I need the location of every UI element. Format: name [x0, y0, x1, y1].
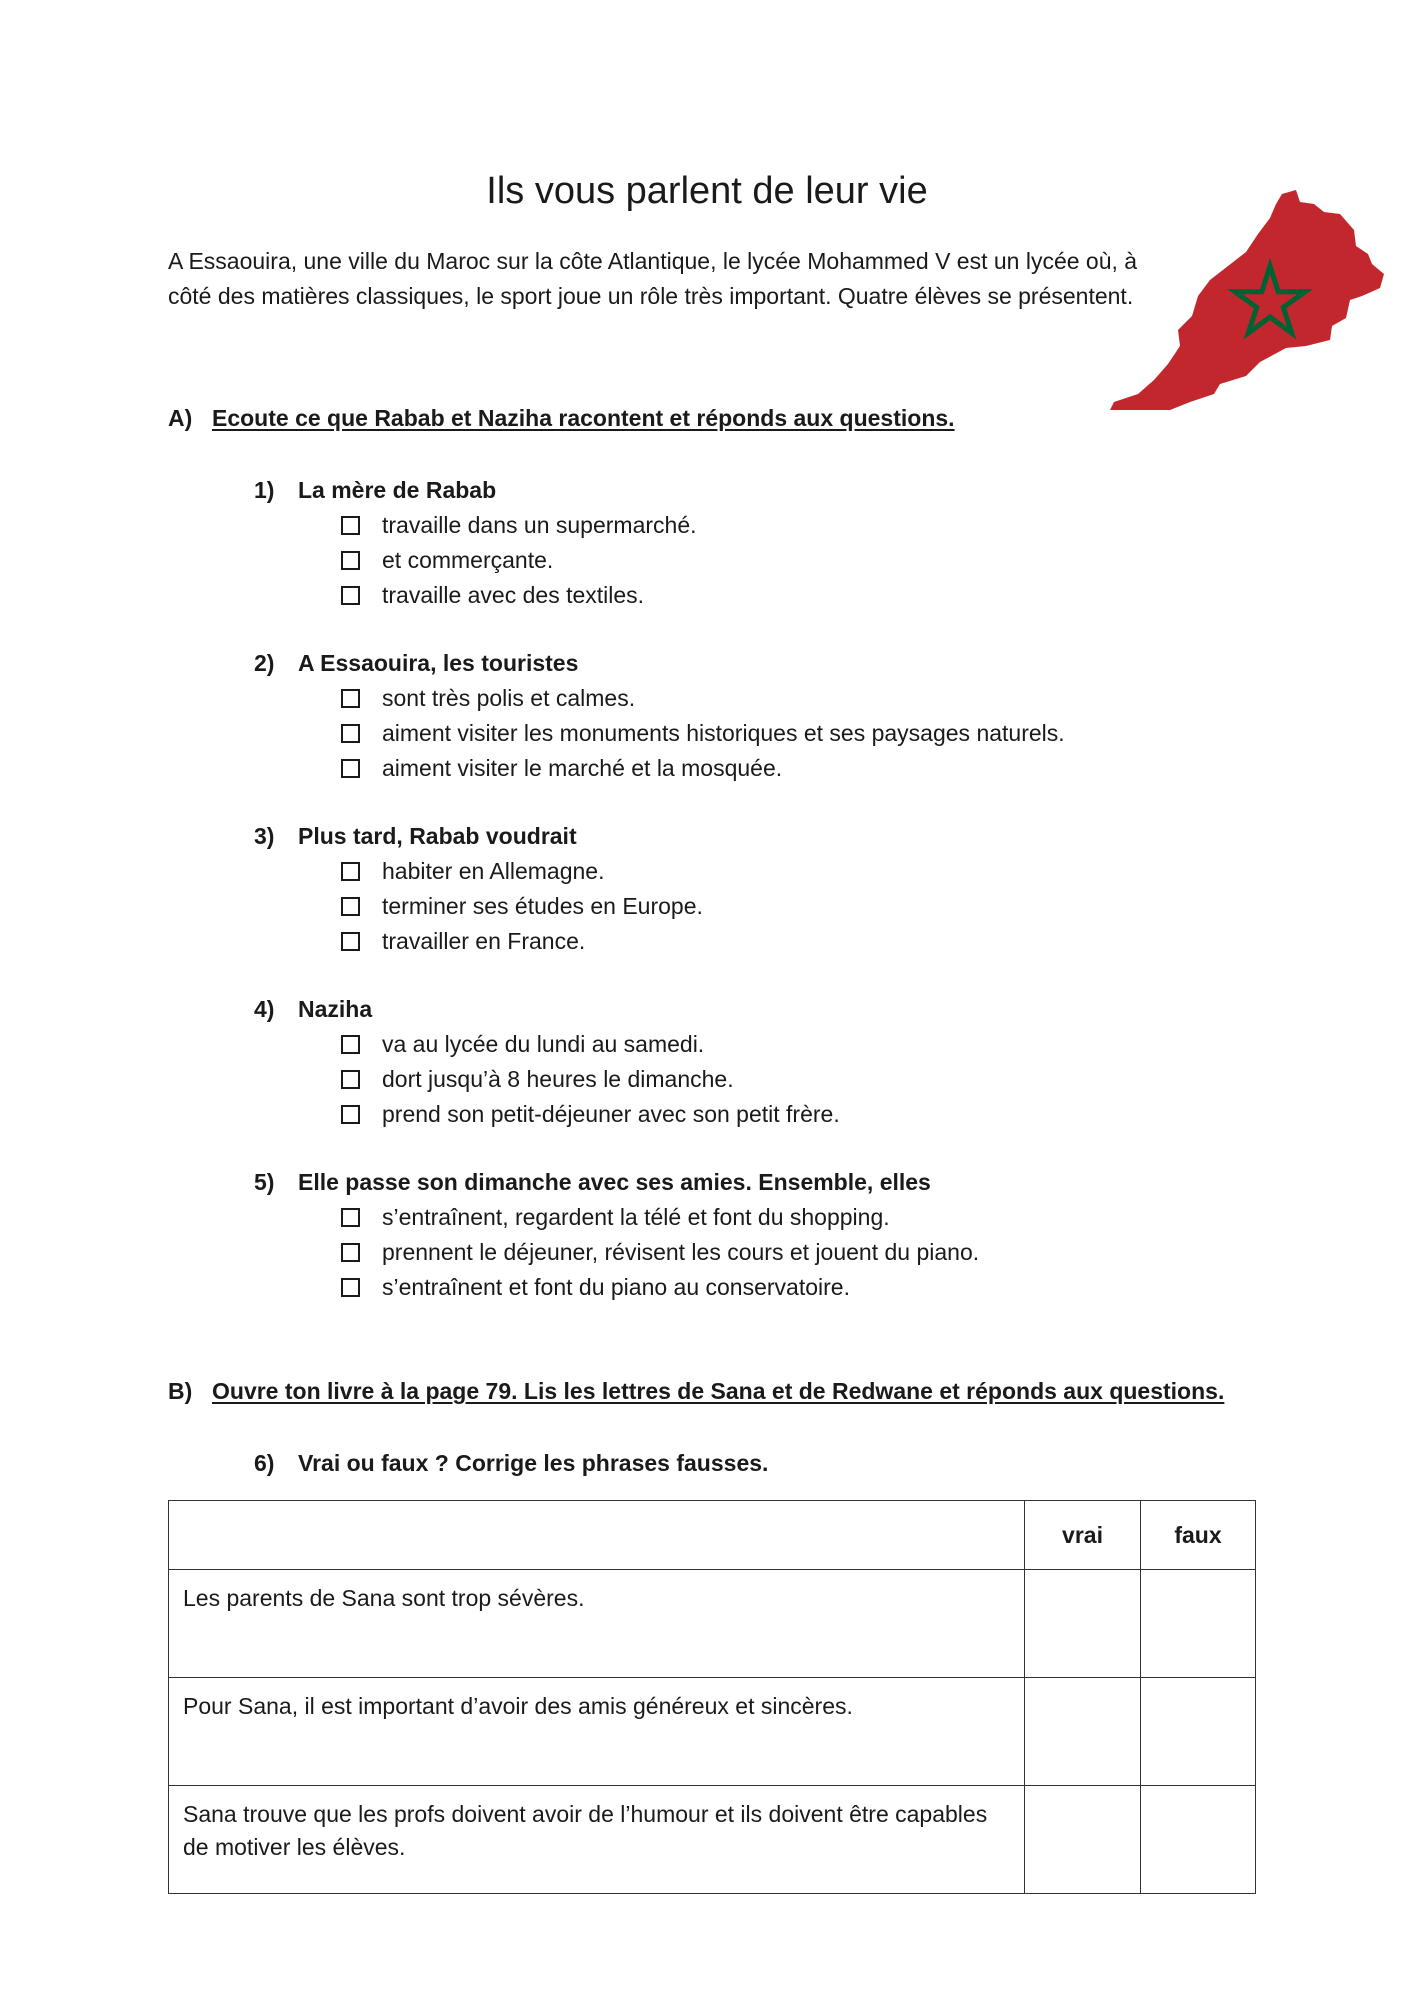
checkbox[interactable] — [341, 516, 360, 535]
question-6 — [254, 1446, 768, 1481]
true-false-table — [168, 1500, 1256, 1894]
checkbox[interactable] — [341, 724, 360, 743]
option-item — [341, 716, 1065, 751]
option-label: travaille dans un supermarché. — [382, 512, 697, 538]
checkbox[interactable] — [341, 759, 360, 778]
option-item — [341, 751, 1065, 786]
option-label: travailler en France. — [382, 928, 586, 954]
option-label: dort jusqu’à 8 heures le dimanche. — [382, 1066, 734, 1092]
checkbox[interactable] — [341, 1243, 360, 1262]
question-title: Naziha — [298, 996, 373, 1022]
question-title: A Essaouira, les touristes — [298, 650, 579, 676]
option-item — [341, 681, 1065, 716]
option-item — [341, 1270, 979, 1305]
options-list — [254, 681, 1065, 786]
option-label: s’entraînent et font du piano au conservatoire. — [382, 1274, 850, 1300]
vrai-header: vrai — [1025, 1501, 1141, 1570]
table-row — [169, 1570, 1256, 1678]
statement-cell: Les parents de Sana sont trop sévères. — [169, 1570, 1025, 1678]
checkbox[interactable] — [341, 689, 360, 708]
table-header-row — [169, 1501, 1256, 1570]
section-a-letter: A) — [168, 405, 193, 431]
question-number: 4) — [254, 996, 275, 1022]
options-list — [254, 854, 703, 959]
option-item — [341, 578, 697, 613]
option-item — [341, 1097, 840, 1132]
table-row — [169, 1678, 1256, 1786]
option-item — [341, 543, 697, 578]
option-item — [341, 1235, 979, 1270]
option-item — [341, 1200, 979, 1235]
option-label: aiment visiter le marché et la mosquée. — [382, 755, 783, 781]
checkbox[interactable] — [341, 1105, 360, 1124]
question-1 — [254, 473, 697, 613]
checkbox[interactable] — [341, 586, 360, 605]
question-3 — [254, 819, 703, 959]
options-list — [254, 508, 697, 613]
faux-cell[interactable] — [1141, 1570, 1256, 1678]
question-4 — [254, 992, 840, 1132]
option-item — [341, 924, 703, 959]
option-label: habiter en Allemagne. — [382, 858, 605, 884]
question-title: Vrai ou faux ? Corrige les phrases fausses. — [298, 1450, 769, 1476]
checkbox[interactable] — [341, 897, 360, 916]
section-b-heading — [168, 1378, 1224, 1405]
vrai-cell[interactable] — [1025, 1786, 1141, 1894]
question-title: Elle passe son dimanche avec ses amies. Ensemble, elles — [298, 1169, 931, 1195]
option-label: prennent le déjeuner, révisent les cours et jouent du piano. — [382, 1239, 980, 1265]
section-a-instruction: Ecoute ce que Rabab et Naziha racontent et réponds aux questions. — [212, 405, 955, 431]
option-item — [341, 889, 703, 924]
option-label: aiment visiter les monuments historiques et ses paysages naturels. — [382, 720, 1065, 746]
option-label: travaille avec des textiles. — [382, 582, 645, 608]
statement-header — [169, 1501, 1025, 1570]
option-label: terminer ses études en Europe. — [382, 893, 703, 919]
checkbox[interactable] — [341, 1070, 360, 1089]
statement-cell: Pour Sana, il est important d’avoir des amis généreux et sincères. — [169, 1678, 1025, 1786]
faux-cell[interactable] — [1141, 1678, 1256, 1786]
question-number: 3) — [254, 823, 275, 849]
option-label: prend son petit-déjeuner avec son petit frère. — [382, 1101, 840, 1127]
checkbox[interactable] — [341, 862, 360, 881]
checkbox[interactable] — [341, 1278, 360, 1297]
faux-header: faux — [1141, 1501, 1256, 1570]
page-title: Ils vous parlent de leur vie — [486, 170, 928, 212]
question-number: 1) — [254, 477, 275, 503]
option-item — [341, 854, 703, 889]
question-title: La mère de Rabab — [298, 477, 497, 503]
section-a-heading — [168, 405, 955, 432]
options-list — [254, 1027, 840, 1132]
checkbox[interactable] — [341, 551, 360, 570]
option-label: va au lycée du lundi au samedi. — [382, 1031, 705, 1057]
question-title: Plus tard, Rabab voudrait — [298, 823, 577, 849]
table-row — [169, 1786, 1256, 1894]
question-number: 2) — [254, 650, 275, 676]
option-item — [341, 1062, 840, 1097]
option-label: sont très polis et calmes. — [382, 685, 636, 711]
option-item — [341, 1027, 840, 1062]
question-number: 5) — [254, 1169, 275, 1195]
section-b-letter: B) — [168, 1378, 193, 1404]
question-2 — [254, 646, 1065, 786]
checkbox[interactable] — [341, 932, 360, 951]
vrai-cell[interactable] — [1025, 1570, 1141, 1678]
option-label: et commerçante. — [382, 547, 554, 573]
section-b-instruction: Ouvre ton livre à la page 79. Lis les lettres de Sana et de Redwane et réponds aux questions. — [212, 1378, 1225, 1404]
checkbox[interactable] — [341, 1208, 360, 1227]
question-number: 6) — [254, 1450, 275, 1476]
intro-paragraph: A Essaouira, une ville du Maroc sur la côte Atlantique, le lycée Mohammed V est un lycée où, à côté des matières classiques, le sport joue un rôle très important. Quatre élèves se présentent. — [168, 248, 1138, 309]
question-5 — [254, 1165, 979, 1305]
options-list — [254, 1200, 979, 1305]
faux-cell[interactable] — [1141, 1786, 1256, 1894]
checkbox[interactable] — [341, 1035, 360, 1054]
vrai-cell[interactable] — [1025, 1678, 1141, 1786]
option-label: s’entraînent, regardent la télé et font du shopping. — [382, 1204, 890, 1230]
statement-cell: Sana trouve que les profs doivent avoir de l’humour et ils doivent être capables de motiver les élèves. — [169, 1786, 1025, 1894]
morocco-flag-map-icon — [1110, 188, 1390, 410]
option-item — [341, 508, 697, 543]
